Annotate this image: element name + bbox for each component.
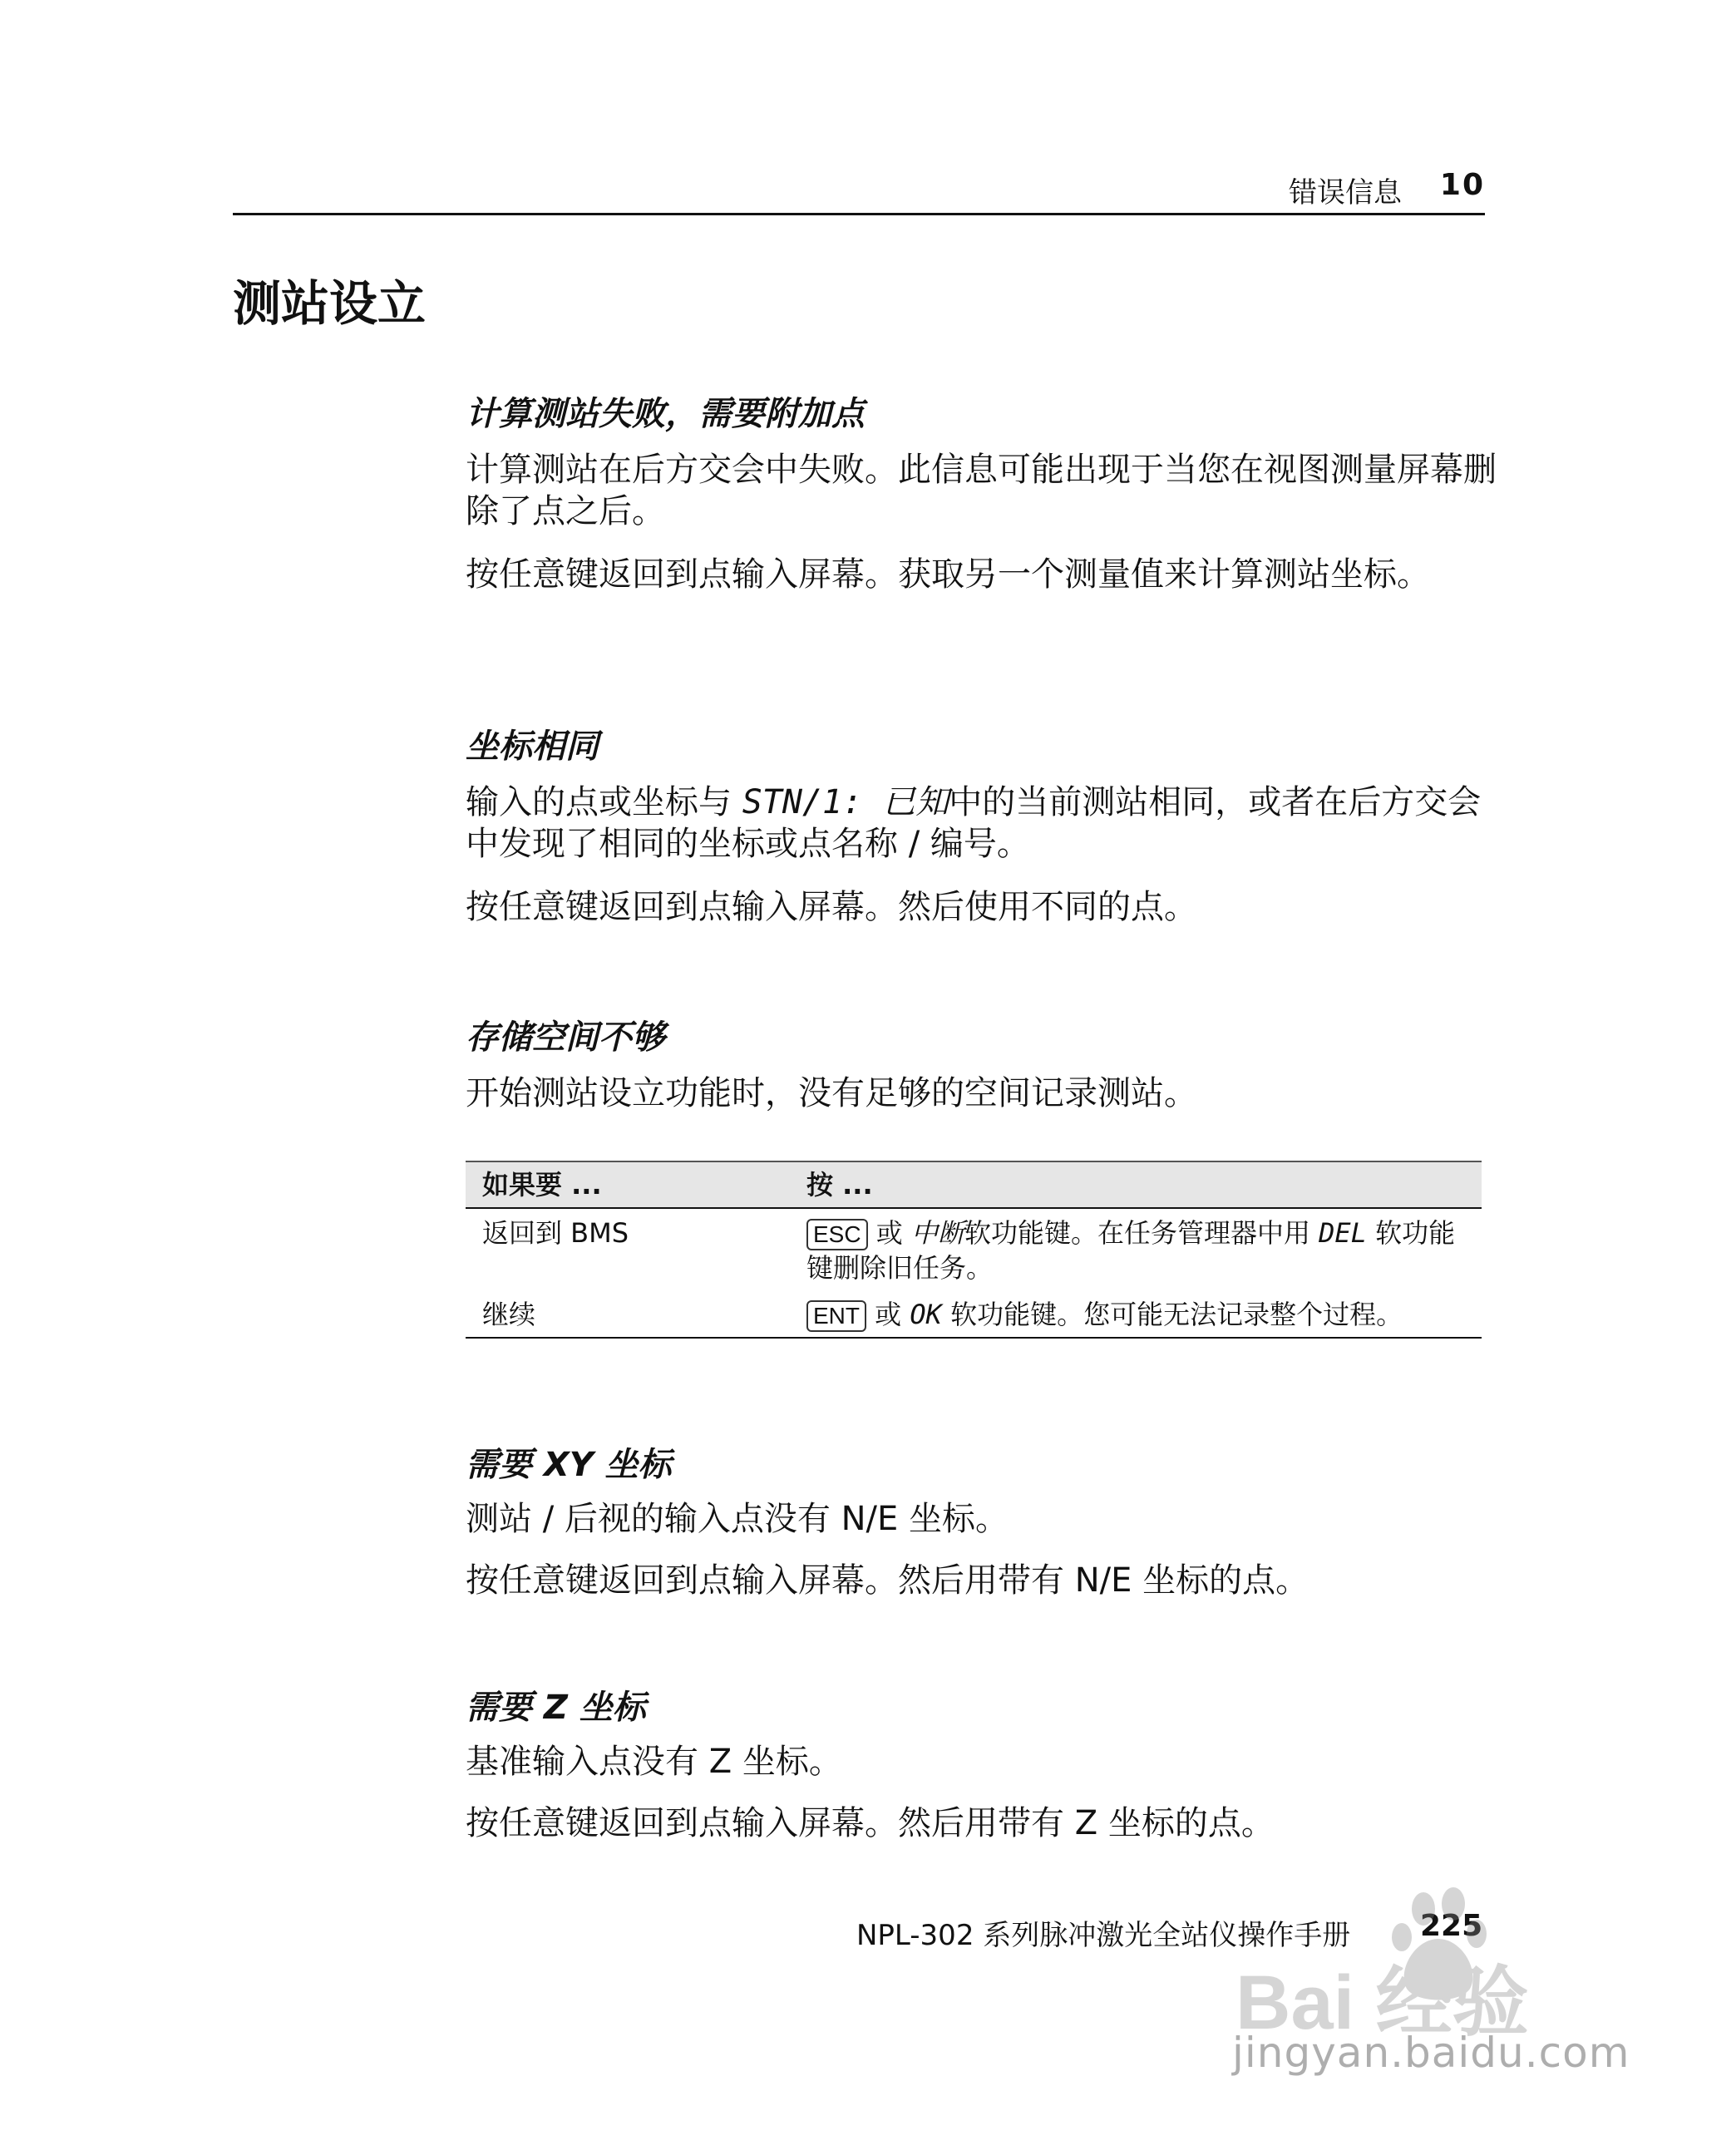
watermark-brand: Bai 经验 [1235,1960,1529,2045]
softkey-reference: OK [910,1299,942,1330]
section-heading-same-coords: 坐标相同 [466,727,599,766]
text: 软功能键删除旧任务。 [806,1217,1456,1284]
page-header [233,163,1485,215]
softkey-reference: 中断 [910,1217,964,1249]
table-row [466,1208,1482,1290]
paragraph: 按任意键返回到点输入屏幕。然后用带有 Z 坐标的点。 [466,1804,1275,1842]
options-table [466,1161,1482,1339]
section-heading-station-fail: 计算测站失败，需要附加点 [466,395,865,433]
section-heading-xy: 需要 XY 坐标 [466,1446,672,1484]
table-cell: 返回到 BMS [482,1217,629,1249]
paragraph: 按任意键返回到点输入屏幕。获取另一个测量值来计算测站坐标。 [466,555,1430,594]
table-header-cell: 如果要 ... [466,1161,790,1208]
text: 或 [867,1217,911,1249]
paragraph: 按任意键返回到点输入屏幕。然后使用不同的点。 [466,888,1197,926]
paragraph [466,782,1497,865]
header-chapter-number: 10 [1439,168,1485,202]
section-heading-storage: 存储空间不够 [466,1018,665,1057]
section-heading-z: 需要 Z 坐标 [466,1689,646,1727]
table-cell [790,1290,1482,1338]
text: 中的当前测站相同，或者在后方交会中发现了相同的坐标或点名称 / 编号。 [466,783,1482,863]
paragraph: 基准输入点没有 Z 坐标。 [466,1743,842,1781]
softkey-reference: DEL [1319,1217,1367,1249]
paragraph: 按任意键返回到点输入屏幕。然后用带有 N/E 坐标的点。 [466,1561,1309,1600]
footer-manual-title: NPL-302 系列脉冲激光全站仪操作手册 [856,1919,1351,1952]
text: 软功能键。您可能无法记录整个过程。 [941,1299,1403,1330]
paragraph: 开始测站设立功能时，没有足够的空间记录测站。 [466,1074,1197,1112]
table-header-row [466,1161,1482,1208]
table-cell [790,1208,1482,1290]
watermark-url: jingyan.baidu.com [1232,2029,1630,2077]
paragraph: 测站 / 后视的输入点没有 N/E 坐标。 [466,1500,1009,1538]
text: 输入的点或坐标与 [466,783,742,821]
table-row [466,1290,1482,1338]
esc-key-icon: ESC [806,1219,868,1250]
paragraph: 计算测站在后方交会中失败。此信息可能出现于当您在视图测量屏幕删除了点之后。 [466,451,1497,530]
table-cell: 继续 [466,1290,790,1338]
softkey-reference: STN/1: 已知 [742,783,949,821]
text: 或 [866,1299,910,1330]
header-section-title: 错误信息 [1289,176,1402,210]
text: 软功能键。在任务管理器中用 [964,1217,1319,1249]
page-title: 测站设立 [233,275,427,332]
ent-key-icon: ENT [806,1300,866,1332]
page-number: 225 [1420,1909,1483,1943]
table-header-cell: 按 ... [790,1161,1482,1208]
